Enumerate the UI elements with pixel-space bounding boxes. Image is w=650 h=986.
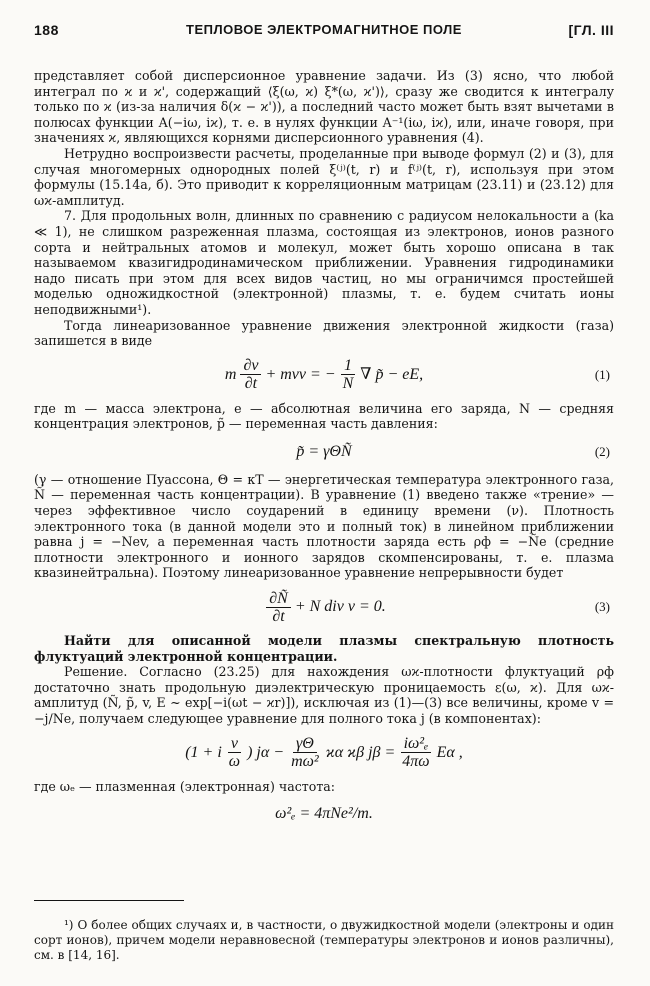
running-title: ТЕПЛОВОЕ ЭЛЕКТРОМАГНИТНОЕ ПОЛЕ xyxy=(186,22,462,37)
equation-3: $\frac{\partial Ñ}{\partial t}$ + N div v = 0. (3) xyxy=(34,587,614,627)
paragraph: (γ — отношение Пуассона, Θ = κT — энергетическая температура электронного газа, Ñ — переменная часть концентрации). В уравнение (1) введено также «трение» — через эффективное число соударений в единицу времени (ν). Плотность электронного тока (в данной модели это и полный ток) в линейном приближении равна j = −Nev, а переменная часть плотности заряда есть ρф = −Ñe (средние плотности электронного и ионного зарядов скомпенсированы, т. е. плазма квазинейтральна). Поэтому линеаризованное уравнение непрерывности будет xyxy=(34,471,614,581)
equation-number: (2) xyxy=(594,444,610,460)
footnote-divider xyxy=(34,900,184,901)
chapter-label: [ГЛ. III xyxy=(568,22,614,38)
problem-statement: Найти для описанной модели плазмы спектральную плотность флуктуаций электронной концентрации. xyxy=(34,633,614,664)
paragraph: Нетрудно воспроизвести расчеты, проделанные при выводе формул (2) и (3), для случая многомерных однородных полей ξ⁽ʲ⁾(t, r) и f⁽ʲ⁾(t, r), используя при этом формулы (15.14а, б). Это приводит к корреляционным матрицам (23.11) и (23.12) для ωϰ-амплитуд. xyxy=(34,145,614,208)
equation-1: m $\frac{\partial v}{\partial t}$ + mνv = − $\frac{1}{N}$ ∇ p̃ − eE, (1) xyxy=(224,357,610,393)
equation-5: ω²ₑ = 4πNe²/m. xyxy=(275,805,373,823)
paragraph: 7. Для продольных волн, длинных по сравнению с радиусом нелокальности a (ka ≪ 1), не слишком разреженная плазма, состоящая из электронов, ионов разного сорта и нейтральных атомов и молекул, может быть хорошо описана в так называемом квазигидродинамическом приближении. Уравнения гидродинамики надо писать при этом для всех видов частиц, но мы ограничимся простейшей моделью одножидкостной (электронной) плазмы, т. е. будем считать ионы неподвижными¹). xyxy=(34,208,614,317)
page-body xyxy=(34,68,614,834)
footnote: ¹) О более общих случаях и, в частности, о двужидкостной модели (электроны и один сорт ионов), причем модели неравновесной (температуры электронов и ионов различны), см. в [14, 16]. xyxy=(34,918,614,962)
paragraph: Тогда линеаризованное уравнение движения электронной жидкости (газа) запишется в виде xyxy=(34,317,614,349)
equation-number: (1) xyxy=(594,366,610,382)
equation-2: p̃ = γΘÑ (2) xyxy=(296,443,610,461)
equation-4: (1 + i $\frac{\nu}{\omega}$ ) jα − $\frac{\gamma\Theta}{\text{mω²}}$ ϰα ϰβ jβ = $\frac{\text{iω²ₑ}}{4\pi\omega}$ Eα , xyxy=(185,735,463,771)
paragraph: где ωₑ — плазменная (электронная) частота: xyxy=(34,778,336,794)
page-number: 188 xyxy=(34,22,59,38)
paragraph: представляет собой дисперсионное уравнение задачи. Из (3) ясно, что любой интеграл по ϰ и ϰ', содержащий ⟨ξ(ω, ϰ) ξ*(ω, ϰ')⟩, сразу же сводится к интегралу только по ϰ (из-за наличия δ(ϰ − ϰ')), а последний часто может быть взят вычетами в полюсах функции A(−iω, iϰ), т. е. в нулях функции A⁻¹(iω, iϰ), или, иначе говоря, при значениях ϰ, являющихся корнями дисперсионного уравнения (4). xyxy=(34,68,614,146)
equation-number: (3) xyxy=(594,599,610,615)
paragraph: где m — масса электрона, e — абсолютная величина его заряда, N — средняя концентрация электронов, p̃ — переменная часть давления: xyxy=(34,400,614,432)
page-header xyxy=(34,22,614,46)
solution-paragraph: Решение. Согласно (23.25) для нахождения ωϰ-плотности флуктуаций ρф достаточно знать продольную диэлектрическую проницаемость ε(ω, ϰ). Для ωϰ-амплитуд (Ñ, p̃, v, E ~ exp[−i(ωt − ϰr)]), исключая из (1)—(3) все величины, кроме v = −j/Ne, получаем следующее уравнение для полного тока j (в компонентах): xyxy=(34,664,614,726)
